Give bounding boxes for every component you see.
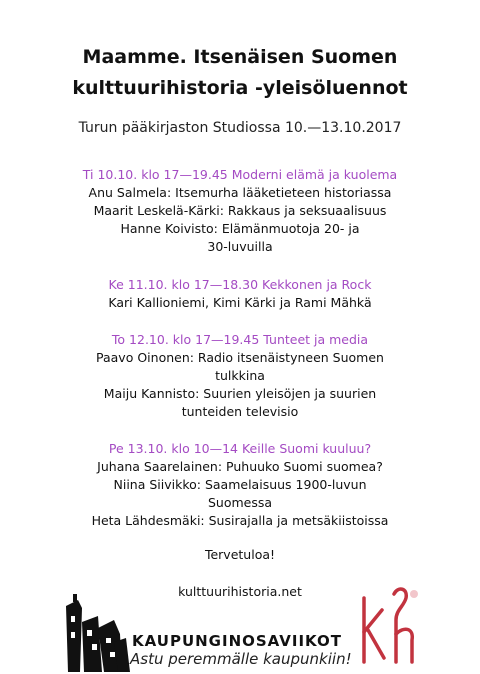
session-line: Paavo Oinonen: Radio itsenäistyneen Suomen (96, 350, 384, 365)
page-title (0, 42, 480, 104)
welcome-text: Tervetuloa! (204, 547, 276, 562)
session-thursday (0, 331, 480, 421)
session-line: Anu Salmela: Itsemurha lääketieteen historiassa (88, 185, 392, 200)
session-line: Niina Siivikko: Saamelaisuus 1900-luvun (113, 477, 367, 492)
session-line: Suomessa (207, 495, 273, 510)
session-heading: Ke 11.10. klo 17—18.30 Kekkonen ja Rock (108, 277, 372, 292)
logo-slogan: Astu peremmälle kaupunkiin! (130, 650, 352, 668)
website-link[interactable]: kulttuurihistoria.net (178, 584, 302, 599)
session-tuesday (0, 166, 480, 256)
kh-monogram-icon (354, 580, 424, 670)
session-line: Heta Lähdesmäki: Susirajalla ja metsäkiistoissa (91, 513, 389, 528)
title-line-2: kulttuurihistoria -yleisöluennot (72, 77, 408, 99)
logo-wordmark: KAUPUNGINOSAVIIKOT (132, 632, 342, 650)
session-heading: To 12.10. klo 17—19.45 Tunteet ja media (111, 332, 369, 347)
session-line: tulkkina (215, 368, 265, 383)
buildings-icon (64, 592, 134, 672)
session-line: 30-luvuilla (207, 239, 273, 254)
session-line: Kari Kallioniemi, Kimi Kärki ja Rami Mähkä (108, 295, 372, 310)
session-line: Hanne Koivisto: Elämänmuotoja 20- ja (120, 221, 360, 236)
title-line-1: Maamme. Itsenäisen Suomen (82, 46, 398, 68)
session-heading: Ti 10.10. klo 17—19.45 Moderni elämä ja kuolema (82, 167, 398, 182)
session-line: Maarit Leskelä-Kärki: Rakkaus ja seksuaalisuus (93, 203, 387, 218)
session-wednesday (0, 276, 480, 312)
kh-logo (354, 580, 424, 670)
session-line: Maiju Kannisto: Suurien yleisöjen ja suurien (103, 386, 377, 401)
session-line: tunteiden televisio (181, 404, 299, 419)
kaupunginosaviikot-logo (64, 592, 354, 672)
session-line: Juhana Saarelainen: Puhuuko Suomi suomea? (97, 459, 383, 474)
venue-dates: Turun pääkirjaston Studiossa 10.—13.10.2017 (78, 120, 402, 136)
session-heading: Pe 13.10. klo 10—14 Keille Suomi kuuluu? (108, 441, 372, 456)
session-friday (0, 440, 480, 530)
